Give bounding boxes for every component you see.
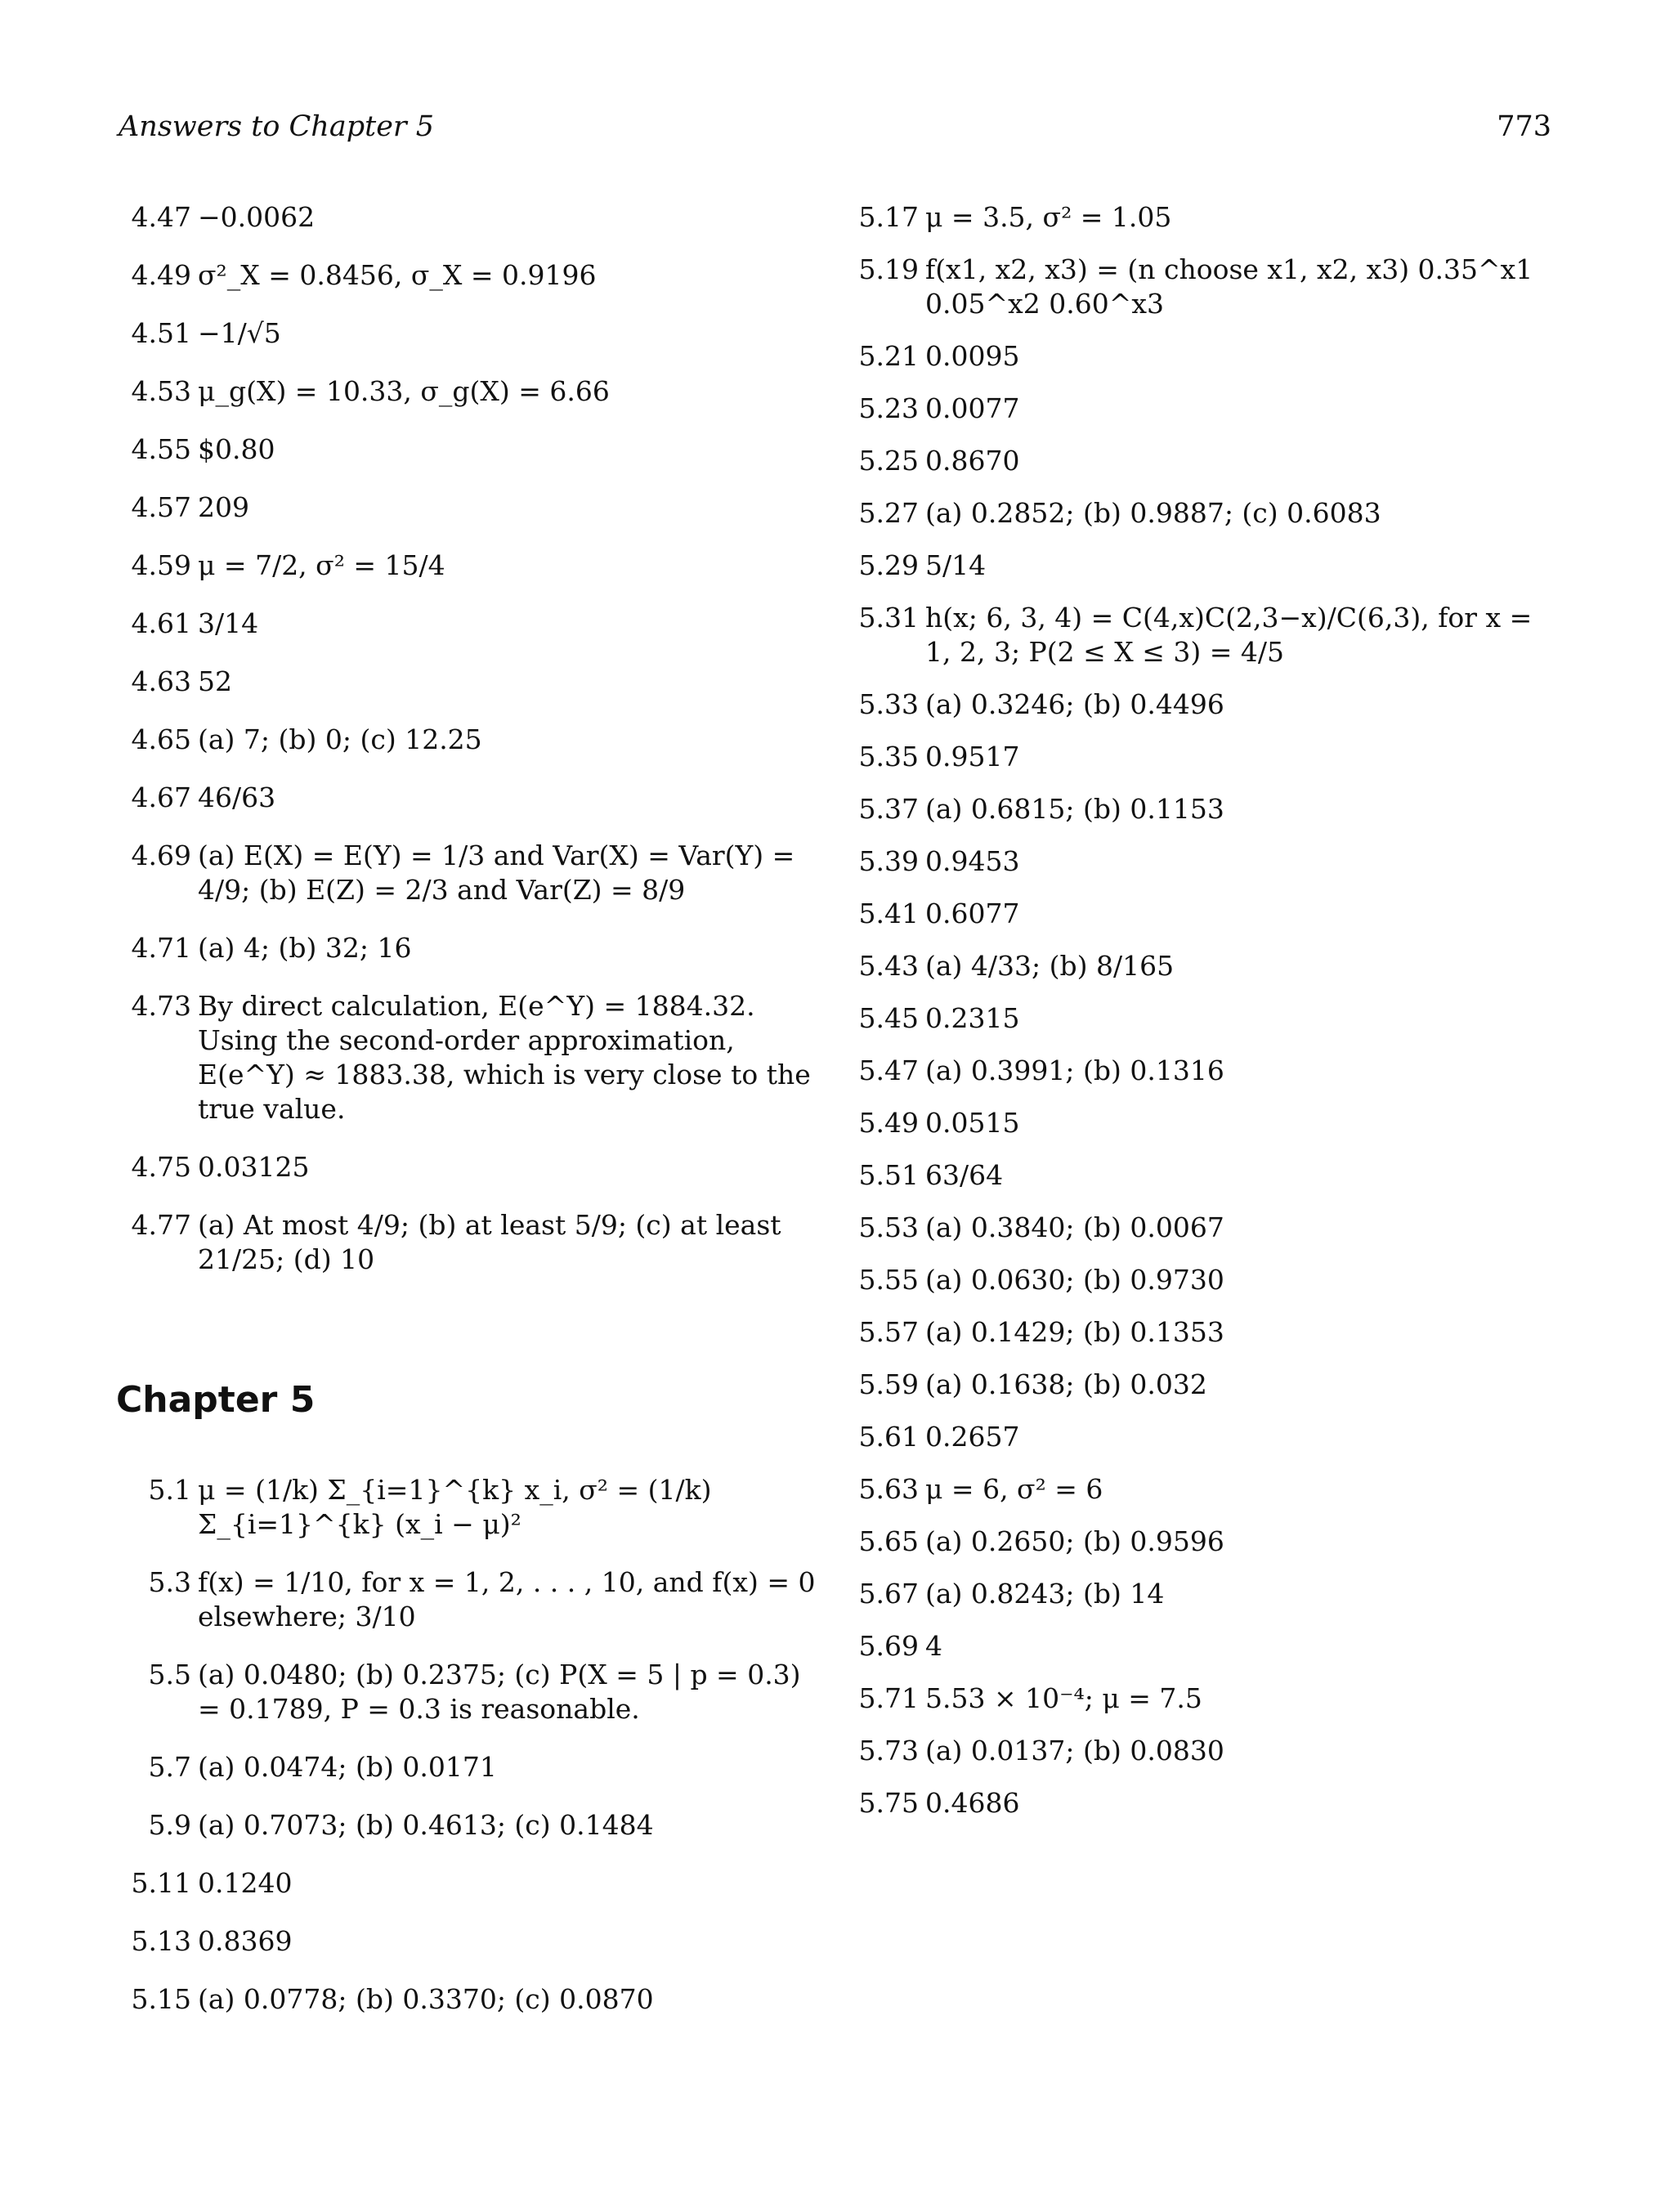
answer-text: 46/63 [198, 781, 276, 813]
exercise-number: 5.57 [858, 1316, 919, 1348]
answer-entry [850, 200, 1553, 235]
answer-entry [123, 1750, 826, 1784]
answer-entry [850, 1211, 1553, 1245]
exercise-number: 4.61 [131, 607, 191, 639]
answer-text: μ = 6, σ² = 6 [925, 1473, 1103, 1505]
exercise-number: 5.49 [858, 1107, 919, 1139]
chapter-heading: Chapter 5 [116, 1379, 316, 1421]
answer-text: 5.53 × 10⁻⁴; μ = 7.5 [925, 1682, 1202, 1714]
answer-text: h(x; 6, 3, 4) = C(4,x)C(2,3−x)/C(6,3), for x = 1, 2, 3; P(2 ≤ X ≤ 3) = 4/5 [925, 602, 1533, 668]
answer-text: (a) E(X) = E(Y) = 1/3 and Var(X) = Var(Y) = 4/9; (b) E(Z) = 2/3 and Var(Z) = 8/9 [198, 840, 795, 906]
answer-text: 0.9517 [925, 741, 1020, 772]
answer-text: 52 [198, 665, 232, 697]
answer-entry [123, 1982, 826, 2017]
answer-entry [850, 949, 1553, 983]
answer-text: μ = 3.5, σ² = 1.05 [925, 201, 1172, 233]
answer-text: 0.1240 [198, 1867, 293, 1899]
exercise-number: 5.27 [858, 497, 919, 529]
answer-text: 0.8670 [925, 445, 1020, 477]
answer-entry [123, 1924, 826, 1959]
answer-entry [850, 1420, 1553, 1454]
answer-entry [850, 1158, 1553, 1193]
exercise-number: 5.15 [131, 1983, 191, 2015]
exercise-number: 4.47 [131, 201, 191, 233]
exercise-number: 5.31 [858, 602, 919, 634]
running-head [119, 110, 1551, 151]
exercise-number: 5.25 [858, 445, 919, 477]
answer-text: 5/14 [925, 549, 987, 581]
answer-entry [123, 931, 826, 965]
exercise-number: 4.49 [131, 259, 191, 291]
exercise-number: 5.67 [858, 1578, 919, 1610]
answer-entry [850, 687, 1553, 722]
answer-text: (a) 0.2852; (b) 0.9887; (c) 0.6083 [925, 497, 1381, 529]
exercise-number: 5.63 [858, 1473, 919, 1505]
answer-text: μ_g(X) = 10.33, σ_g(X) = 6.66 [198, 375, 610, 407]
answer-text: (a) 0.2650; (b) 0.9596 [925, 1525, 1224, 1557]
answer-entry [123, 1473, 826, 1542]
answer-entry [123, 665, 826, 699]
answer-text: f(x1, x2, x3) = (n choose x1, x2, x3) 0.35^x1 0.05^x2 0.60^x3 [925, 253, 1533, 320]
answer-text: (a) 7; (b) 0; (c) 12.25 [198, 723, 482, 755]
answer-text: 0.4686 [925, 1787, 1020, 1819]
answer-entry [850, 392, 1553, 426]
answer-entry [850, 1472, 1553, 1507]
exercise-number: 5.73 [858, 1735, 919, 1766]
answer-entry [123, 549, 826, 583]
exercise-number: 5.65 [858, 1525, 919, 1557]
answer-entry [850, 1263, 1553, 1297]
answer-text: 3/14 [198, 607, 259, 639]
answer-text: (a) 0.3991; (b) 0.1316 [925, 1055, 1224, 1086]
answer-entry [850, 1054, 1553, 1088]
exercise-number: 5.13 [131, 1925, 191, 1957]
exercise-number: 5.11 [131, 1867, 191, 1899]
answer-text: $0.80 [198, 433, 275, 465]
answer-entry [850, 444, 1553, 478]
exercise-number: 5.17 [858, 201, 919, 233]
answer-entry [123, 490, 826, 525]
answer-entry [850, 740, 1553, 774]
answer-entry [123, 989, 826, 1126]
answer-text: (a) 0.0480; (b) 0.2375; (c) P(X = 5 | p = 0.3) = 0.1789, P = 0.3 is reasonable. [198, 1659, 801, 1725]
answer-entry [850, 1368, 1553, 1402]
answer-entry [123, 1208, 826, 1277]
answer-entry [123, 1866, 826, 1901]
exercise-number: 5.1 [148, 1474, 191, 1506]
answer-text: (a) 0.1429; (b) 0.1353 [925, 1316, 1224, 1348]
answer-entry [850, 844, 1553, 879]
answer-entry [123, 1565, 826, 1634]
exercise-number: 5.21 [858, 340, 919, 372]
exercise-number: 4.69 [131, 840, 191, 871]
exercise-number: 4.59 [131, 549, 191, 581]
answer-entry [123, 432, 826, 467]
exercise-number: 4.67 [131, 781, 191, 813]
answer-text: 0.0077 [925, 392, 1020, 424]
exercise-number: 4.71 [131, 932, 191, 964]
answer-entry [850, 601, 1553, 669]
answer-text: 0.2657 [925, 1421, 1020, 1453]
page-number: 773 [1497, 110, 1551, 143]
exercise-number: 5.37 [858, 793, 919, 825]
answer-text: (a) 0.6815; (b) 0.1153 [925, 793, 1224, 825]
answer-entry [123, 781, 826, 815]
answer-entry [850, 897, 1553, 931]
answer-text: (a) 4/33; (b) 8/165 [925, 950, 1175, 982]
exercise-number: 5.3 [148, 1566, 191, 1598]
left-column [116, 200, 826, 2040]
exercise-number: 5.75 [858, 1787, 919, 1819]
answer-text: By direct calculation, E(e^Y) = 1884.32. Using the second-order approximation, E(e^Y) ≈ 1883.38, which is very close to the true value. [198, 990, 811, 1125]
exercise-number: 4.53 [131, 375, 191, 407]
exercise-number: 5.19 [858, 253, 919, 285]
answer-text: 63/64 [925, 1159, 1004, 1191]
answer-text: μ = 7/2, σ² = 15/4 [198, 549, 445, 581]
answer-text: 0.0095 [925, 340, 1020, 372]
answer-entry [123, 839, 826, 907]
exercise-number: 5.29 [858, 549, 919, 581]
answer-entry [850, 339, 1553, 374]
exercise-number: 4.55 [131, 433, 191, 465]
answer-entry [850, 1577, 1553, 1611]
exercise-number: 4.65 [131, 723, 191, 755]
answer-entry [850, 549, 1553, 583]
answer-entry [850, 496, 1553, 531]
exercise-number: 5.39 [858, 845, 919, 877]
answer-entry [123, 258, 826, 293]
answer-entry [850, 1001, 1553, 1036]
right-column [850, 200, 1553, 1838]
answer-text: 4 [925, 1630, 942, 1662]
answer-entry [850, 253, 1553, 321]
answer-entry [850, 1106, 1553, 1140]
answer-text: 0.6077 [925, 898, 1020, 929]
exercise-number: 5.51 [858, 1159, 919, 1191]
exercise-number: 5.35 [858, 741, 919, 772]
answer-text: 0.2315 [925, 1002, 1020, 1034]
running-head-title: Answers to Chapter 5 [119, 110, 435, 143]
exercise-number: 5.61 [858, 1421, 919, 1453]
exercise-number: 5.41 [858, 898, 919, 929]
answer-entry [123, 1658, 826, 1726]
answer-entry [850, 1681, 1553, 1716]
answer-entry [123, 1808, 826, 1843]
exercise-number: 5.23 [858, 392, 919, 424]
exercise-number: 4.57 [131, 491, 191, 523]
answer-text: (a) 0.0778; (b) 0.3370; (c) 0.0870 [198, 1983, 654, 2015]
answer-text: (a) 0.8243; (b) 14 [925, 1578, 1165, 1610]
answer-text: (a) 0.0474; (b) 0.0171 [198, 1751, 497, 1783]
answer-text: (a) 4; (b) 32; 16 [198, 932, 412, 964]
exercise-number: 5.69 [858, 1630, 919, 1662]
answer-entry [123, 607, 826, 641]
answer-text: 0.0515 [925, 1107, 1020, 1139]
exercise-number: 5.47 [858, 1055, 919, 1086]
exercise-number: 5.7 [148, 1751, 191, 1783]
answer-text: (a) 0.0630; (b) 0.9730 [925, 1264, 1224, 1296]
answer-entry [850, 1629, 1553, 1663]
exercise-number: 5.53 [858, 1211, 919, 1243]
answer-text: (a) 0.1638; (b) 0.032 [925, 1368, 1207, 1400]
answer-text: 209 [198, 491, 249, 523]
exercise-number: 5.33 [858, 688, 919, 720]
answer-text: −1/√5 [198, 317, 281, 349]
answer-text: (a) 0.3840; (b) 0.0067 [925, 1211, 1224, 1243]
answer-entry [123, 316, 826, 351]
answer-text: σ²_X = 0.8456, σ_X = 0.9196 [198, 259, 597, 291]
exercise-number: 5.71 [858, 1682, 919, 1714]
exercise-number: 4.75 [131, 1151, 191, 1183]
answer-text: (a) 0.3246; (b) 0.4496 [925, 688, 1224, 720]
answer-entry [123, 1150, 826, 1184]
answer-text: 0.8369 [198, 1925, 293, 1957]
answer-text: (a) At most 4/9; (b) at least 5/9; (c) at least 21/25; (d) 10 [198, 1209, 781, 1275]
exercise-number: 4.63 [131, 665, 191, 697]
exercise-number: 4.73 [131, 990, 191, 1022]
answer-entry [850, 1734, 1553, 1768]
answer-entry [850, 792, 1553, 826]
exercise-number: 5.55 [858, 1264, 919, 1296]
answer-entry [850, 1786, 1553, 1820]
answer-text: (a) 0.7073; (b) 0.4613; (c) 0.1484 [198, 1809, 654, 1841]
answer-text: μ = (1/k) Σ_{i=1}^{k} x_i, σ² = (1/k) Σ_{i=1}^{k} (x_i − μ)² [198, 1474, 712, 1540]
answer-entry [123, 723, 826, 757]
answer-text: −0.0062 [198, 201, 316, 233]
answer-text: f(x) = 1/10, for x = 1, 2, . . . , 10, and f(x) = 0 elsewhere; 3/10 [198, 1566, 816, 1632]
exercise-number: 5.59 [858, 1368, 919, 1400]
exercise-number: 5.9 [148, 1809, 191, 1841]
exercise-number: 5.5 [148, 1659, 191, 1690]
answer-text: (a) 0.0137; (b) 0.0830 [925, 1735, 1224, 1766]
answer-entry [123, 374, 826, 409]
exercise-number: 4.51 [131, 317, 191, 349]
answer-text: 0.9453 [925, 845, 1020, 877]
answer-entry [850, 1525, 1553, 1559]
answer-entry [123, 200, 826, 235]
exercise-number: 5.43 [858, 950, 919, 982]
exercise-number: 4.77 [131, 1209, 191, 1241]
exercise-number: 5.45 [858, 1002, 919, 1034]
answer-entry [850, 1315, 1553, 1350]
answer-text: 0.03125 [198, 1151, 310, 1183]
